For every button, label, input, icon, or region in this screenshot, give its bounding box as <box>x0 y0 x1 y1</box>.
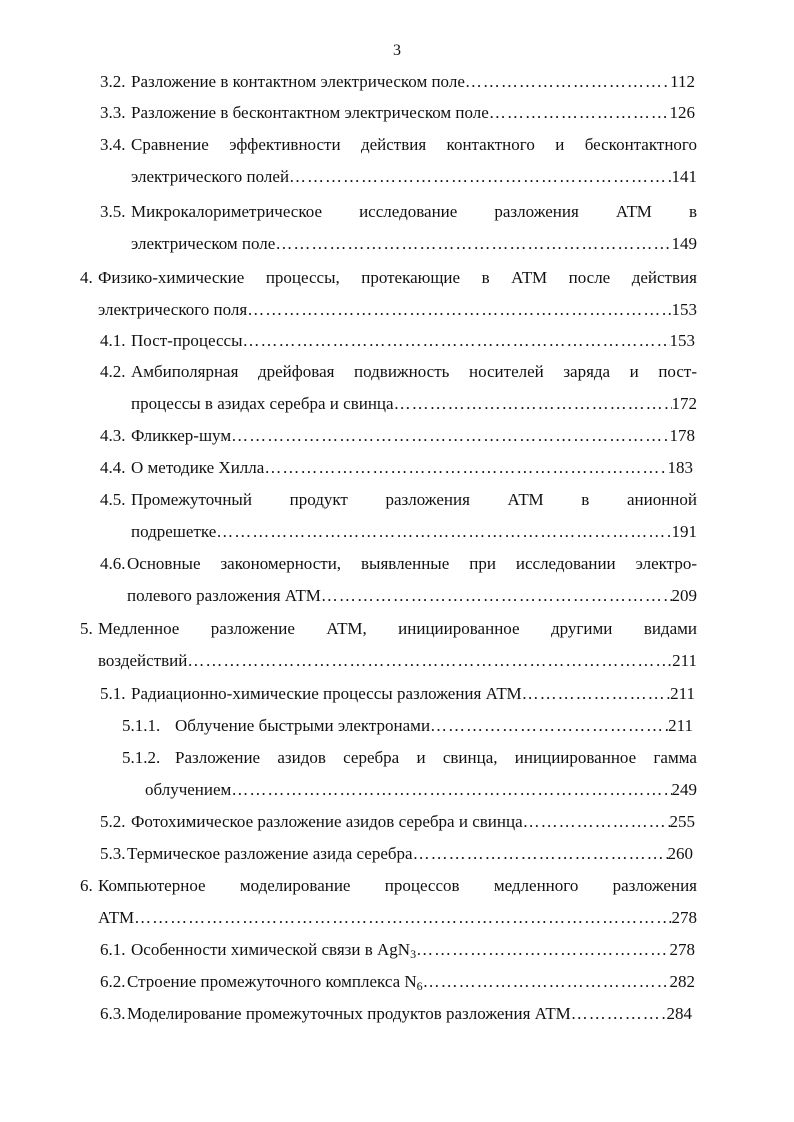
toc-title-word: процессы, <box>265 268 340 287</box>
toc-title-word: гамма <box>653 748 697 767</box>
toc-title-word: разложение <box>210 619 295 638</box>
toc-title-word: при <box>469 554 496 573</box>
toc-title-word: протекающие <box>361 268 461 287</box>
toc-entry-3-2[interactable] <box>100 66 695 98</box>
toc-title-word: бесконтактного <box>584 135 697 154</box>
toc-entry-number: 4.6. <box>100 554 126 573</box>
toc-leader-dots <box>416 934 669 966</box>
toc-leader-dots <box>413 838 668 870</box>
toc-entry-page: 255 <box>669 812 695 831</box>
toc-entry-title <box>98 902 134 934</box>
toc-leader-dots <box>523 806 670 838</box>
toc-entry-page: 112 <box>670 72 695 91</box>
toc-title-word: в <box>688 202 697 221</box>
toc-title-word: носителей <box>468 362 544 381</box>
toc-entry-title-text: АТМ <box>98 908 135 927</box>
toc-entry-title-line <box>131 678 695 710</box>
toc-title-word: Амбиполярная <box>131 362 239 381</box>
toc-entry-number: 3.2. <box>100 72 126 91</box>
toc-title-word: видами <box>643 619 697 638</box>
toc-entry-title-text: Особенности химической связи в AgN <box>131 940 411 959</box>
toc-entry-number: 6.3. <box>100 1004 126 1023</box>
toc-title-word: пост- <box>658 362 697 381</box>
toc-entry-title-text: Пост-процессы <box>131 331 243 350</box>
toc-entry-number: 5.3. <box>100 844 126 863</box>
toc-entry-number: 3.4. <box>100 135 126 154</box>
toc-entry-title <box>131 161 289 193</box>
toc-entry-title-line <box>127 998 692 1030</box>
toc-entry-title <box>127 580 321 612</box>
toc-entry-title <box>145 774 231 806</box>
toc-title-word: Промежуточный <box>131 490 252 509</box>
toc-entry-6[interactable] <box>80 870 697 934</box>
toc-entry-page: 178 <box>669 426 695 445</box>
toc-title-word: действия <box>360 135 427 154</box>
toc-entry-6-2[interactable] <box>100 966 695 998</box>
toc-title-word: АТМ <box>615 202 652 221</box>
toc-entry-title-line <box>127 966 695 998</box>
toc-entry-title-line <box>131 228 697 260</box>
toc-entry-title-text: облучением <box>145 780 232 799</box>
toc-entry-title-text: процессы в азидах серебра и свинца <box>131 394 394 413</box>
toc-entry-page: 153 <box>669 331 695 350</box>
toc-entry-title-line <box>131 452 693 484</box>
toc-entry-title-line <box>131 484 697 516</box>
toc-entry-title <box>131 678 522 710</box>
toc-title-word: медленного <box>493 876 579 895</box>
toc-entry-title-line <box>145 774 697 806</box>
toc-entry-title <box>175 710 430 742</box>
toc-entry-number: 6.2. <box>100 972 126 991</box>
toc-title-word: и <box>555 135 565 154</box>
toc-leader-dots <box>231 420 669 452</box>
toc-leader-dots <box>522 678 670 710</box>
toc-entry-number: 5.1.1. <box>122 716 161 735</box>
toc-leader-dots <box>321 580 672 612</box>
toc-title-word: после <box>568 268 611 287</box>
toc-title-word: процессов <box>384 876 460 895</box>
toc-entry-title-line <box>131 196 697 228</box>
toc-entry-page: 282 <box>669 972 695 991</box>
toc-entry-4-2[interactable] <box>100 356 697 420</box>
toc-entry-number: 3.3. <box>100 103 126 122</box>
toc-title-word: действия <box>631 268 697 287</box>
toc-entry-5-1-2[interactable] <box>122 742 697 806</box>
toc-title-word: и <box>629 362 639 381</box>
toc-entry-6-3[interactable] <box>100 998 692 1030</box>
toc-entry-title <box>131 228 275 260</box>
toc-title-word: выявленные <box>361 554 450 573</box>
toc-leader-dots <box>289 161 671 193</box>
toc-leader-dots <box>134 902 671 934</box>
toc-entry-page: 183 <box>667 458 693 477</box>
toc-entry-subscript: 3 <box>410 947 417 961</box>
toc-title-word: закономерности, <box>220 554 342 573</box>
toc-entry-number: 3.5. <box>100 202 126 221</box>
toc-entry-page: 249 <box>671 780 697 799</box>
toc-title-word: моделирование <box>239 876 351 895</box>
toc-entry-title-line <box>98 645 697 677</box>
toc-entry-4[interactable] <box>80 262 697 326</box>
toc-leader-dots <box>187 645 672 677</box>
toc-entry-title-line <box>131 97 695 129</box>
toc-title-word: заряда <box>563 362 611 381</box>
toc-title-word: Физико-химические <box>98 268 245 287</box>
toc-entry-5-1-1[interactable] <box>122 710 693 742</box>
toc-entry-title-text: О методике Хилла <box>131 458 265 477</box>
toc-leader-dots <box>243 325 670 357</box>
toc-title-word: инициированное <box>514 748 637 767</box>
toc-entry-title-line <box>131 388 697 420</box>
toc-entry-title-line <box>131 934 695 966</box>
toc-title-word: в <box>581 490 590 509</box>
toc-entry-title <box>127 966 423 998</box>
toc-entry-title-text: Термическое разложение азида серебра <box>127 844 413 863</box>
toc-entry-number: 4.5. <box>100 490 126 509</box>
toc-leader-dots <box>264 452 667 484</box>
toc-title-word: эффективности <box>229 135 341 154</box>
toc-title-word: Медленное <box>98 619 180 638</box>
toc-entry-number: 4. <box>80 268 93 287</box>
toc-title-word: АТМ <box>511 268 548 287</box>
toc-title-word: АТМ <box>507 490 544 509</box>
toc-entry-page: 278 <box>671 908 697 927</box>
toc-entry-title <box>131 516 216 548</box>
toc-entry-4-3[interactable] <box>100 420 695 452</box>
toc-entry-5-3[interactable] <box>100 838 693 870</box>
toc-leader-dots <box>489 97 670 129</box>
toc-entry-3-4[interactable] <box>100 129 697 193</box>
toc-entry-title <box>131 66 465 98</box>
toc-entry-page: 278 <box>669 940 695 959</box>
toc-entry-title-text: полевого разложения АТМ <box>127 586 321 605</box>
toc-entry-number: 4.3. <box>100 426 126 445</box>
toc-entry-5[interactable] <box>80 613 697 677</box>
toc-entry-title <box>131 934 416 966</box>
toc-entry-number: 4.2. <box>100 362 126 381</box>
toc-entry-page: 149 <box>671 234 697 253</box>
toc-entry-title-text: Фликкер-шум <box>131 426 232 445</box>
toc-title-word: подвижность <box>354 362 450 381</box>
toc-entry-title-text: Облучение быстрыми электронами <box>175 716 431 735</box>
toc-entry-number: 5.1. <box>100 684 126 703</box>
toc-entry-title-text: Строение промежуточного комплекса N <box>127 972 417 991</box>
toc-entry-title <box>131 420 231 452</box>
toc-title-word: свинца, <box>442 748 498 767</box>
toc-entry-title-line <box>131 325 695 357</box>
toc-entry-title-line <box>127 548 697 580</box>
toc-leader-dots <box>247 294 671 326</box>
toc-leader-dots <box>231 774 671 806</box>
toc-leader-dots <box>394 388 672 420</box>
toc-entry-number: 5.2. <box>100 812 126 831</box>
toc-leader-dots <box>275 228 671 260</box>
toc-entry-title-line <box>127 580 697 612</box>
toc-entry-number: 5.1.2. <box>122 748 161 767</box>
toc-title-word: другими <box>551 619 613 638</box>
toc-leader-dots <box>216 516 671 548</box>
toc-entry-title <box>131 452 264 484</box>
toc-entry-4-5[interactable] <box>100 484 697 548</box>
toc-leader-dots <box>465 66 670 98</box>
toc-entry-page: 172 <box>671 394 697 413</box>
page-number: 3 <box>393 42 401 59</box>
toc-entry-title-text: воздействий <box>98 651 188 670</box>
toc-entry-page: 209 <box>671 586 697 605</box>
toc-title-word: исследовании <box>515 554 616 573</box>
toc-entry-page: 141 <box>671 167 697 186</box>
toc-title-word: разложения <box>494 202 579 221</box>
toc-entry-title-line <box>131 66 695 98</box>
toc-entry-title-line <box>98 902 697 934</box>
toc-title-word: контактного <box>446 135 535 154</box>
toc-title-word: Микрокалориметрическое <box>131 202 323 221</box>
toc-entry-3-5[interactable] <box>100 196 697 260</box>
toc-title-word: в <box>481 268 490 287</box>
toc-leader-dots <box>571 998 667 1030</box>
toc-entry-page: 260 <box>667 844 693 863</box>
toc-entry-page: 284 <box>666 1004 692 1023</box>
toc-entry-title <box>98 645 187 677</box>
toc-title-word: АТМ, <box>326 619 367 638</box>
toc-leader-dots <box>430 710 668 742</box>
toc-title-word: исследование <box>359 202 458 221</box>
toc-title-word: Основные <box>127 554 201 573</box>
toc-title-word: Компьютерное <box>98 876 206 895</box>
toc-title-word: анионной <box>626 490 697 509</box>
toc-entry-4-6[interactable] <box>100 548 697 612</box>
toc-entry-title-line <box>127 838 693 870</box>
toc-title-word: и <box>416 748 426 767</box>
toc-title-word: электро- <box>635 554 697 573</box>
toc-leader-dots <box>423 966 670 998</box>
toc-entry-title-text: Радиационно-химические процессы разложения АТМ <box>131 684 522 703</box>
toc-entry-page: 211 <box>668 716 693 735</box>
toc-entry-5-1[interactable] <box>100 678 695 710</box>
toc-entry-title-line <box>131 420 695 452</box>
toc-entry-4-4[interactable] <box>100 452 693 484</box>
toc-entry-title-text: электрического поля <box>98 300 248 319</box>
toc-entry-number: 4.4. <box>100 458 126 477</box>
toc-entry-page: 126 <box>669 103 695 122</box>
toc-entry-page: 191 <box>671 522 697 541</box>
toc-entry-title <box>131 388 394 420</box>
toc-entry-title-text: Фотохимическое разложение азидов серебра и свинца <box>131 812 523 831</box>
toc-title-word: азидов <box>277 748 326 767</box>
toc-entry-3-3[interactable] <box>100 97 695 129</box>
toc-entry-number: 4.1. <box>100 331 126 350</box>
toc-title-word: дрейфовая <box>257 362 335 381</box>
toc-entry-title-text: Разложение в контактном электрическом поле <box>131 72 465 91</box>
toc-entry-title-line <box>131 161 697 193</box>
toc-entry-title <box>131 806 523 838</box>
toc-entry-title-line <box>98 294 697 326</box>
toc-entry-title-text: электрическом поле <box>131 234 276 253</box>
toc-title-word: серебра <box>343 748 400 767</box>
toc-entry-title-line <box>98 870 697 902</box>
toc-entry-title-line <box>131 129 697 161</box>
toc-title-word: продукт <box>289 490 348 509</box>
toc-entry-page: 153 <box>671 300 697 319</box>
toc-entry-number: 6. <box>80 876 93 895</box>
toc-entry-page: 211 <box>670 684 695 703</box>
toc-entry-title-text: Моделирование промежуточных продуктов разложения АТМ <box>127 1004 571 1023</box>
toc-title-word: разложения <box>612 876 697 895</box>
toc-entry-title <box>131 325 243 357</box>
toc-title-word: Сравнение <box>131 135 209 154</box>
toc-entry-5-2[interactable] <box>100 806 695 838</box>
toc-entry-title <box>98 294 247 326</box>
toc-entry-page: 211 <box>672 651 697 670</box>
toc-entry-number: 5. <box>80 619 93 638</box>
toc-entry-title-line <box>131 516 697 548</box>
toc-title-word: инициированное <box>398 619 520 638</box>
toc-entry-title-line <box>98 262 697 294</box>
toc-title-word: разложения <box>385 490 470 509</box>
toc-entry-title <box>127 998 571 1030</box>
toc-entry-title-line <box>131 356 697 388</box>
toc-entry-title-line <box>98 613 697 645</box>
toc-entry-title-text: подрешетке <box>131 522 217 541</box>
toc-entry-title-line <box>131 806 695 838</box>
toc-entry-title-line <box>175 710 693 742</box>
toc-entry-title-text: Разложение в бесконтактном электрическом поле <box>131 103 489 122</box>
toc-entry-title <box>127 838 413 870</box>
toc-title-word: Разложение <box>175 748 261 767</box>
toc-entry-4-1[interactable] <box>100 325 695 357</box>
toc-entry-title <box>131 97 489 129</box>
toc-entry-6-1[interactable] <box>100 934 695 966</box>
toc-entry-title-text: электрического полей <box>131 167 290 186</box>
toc-entry-subscript: 6 <box>416 979 423 993</box>
toc-entry-title-line <box>175 742 697 774</box>
toc-entry-number: 6.1. <box>100 940 126 959</box>
